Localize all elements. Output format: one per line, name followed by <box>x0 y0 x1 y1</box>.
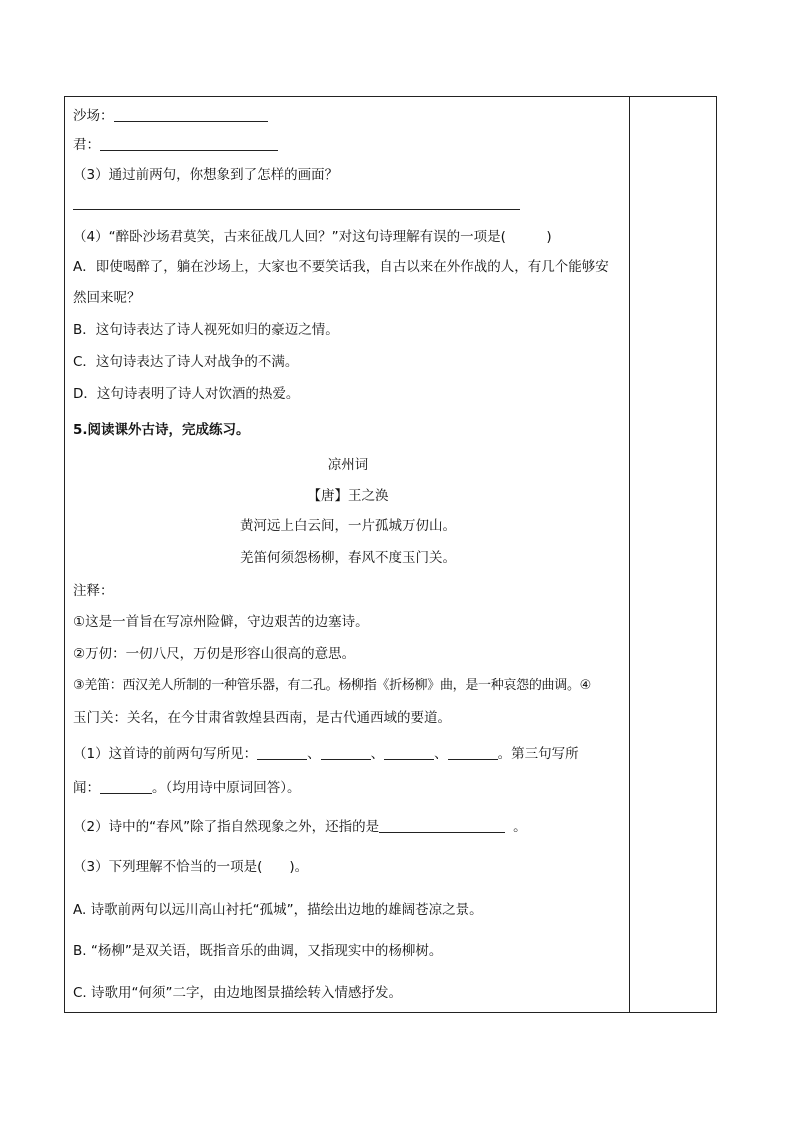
part-2-blank[interactable] <box>379 818 505 833</box>
note-1: ①这是一首旨在写凉州险僻，守边艰苦的边塞诗。 <box>73 614 369 630</box>
notes-label: 注释： <box>73 583 114 599</box>
part-3-option-c: C. 诗歌用“何须”二字，由边地图景描绘转入情感抒发。 <box>73 985 402 1001</box>
poem-line-2: 羌笛何须怨杨柳，春风不度玉门关。 <box>240 550 456 566</box>
poem-author: 【唐】王之涣 <box>307 488 389 504</box>
column-divider <box>629 97 630 1012</box>
question-3: （3）通过前两句，你想象到了怎样的画面？ <box>73 167 339 183</box>
question-4-option-a-line2: 然回来呢？ <box>73 290 141 306</box>
jun-answer-blank[interactable] <box>100 136 278 151</box>
part-1-blank-4[interactable] <box>448 745 498 760</box>
part-1-sep-1: 、 <box>307 746 321 762</box>
part-1-suffix: 。第三句写所 <box>497 746 579 762</box>
poem-line-1: 黄河远上白云间，一片孤城万仞山。 <box>240 518 456 534</box>
part-1-sep-3: 、 <box>434 746 448 762</box>
poem-title: 凉州词 <box>327 457 369 473</box>
part-3-option-b: B. “杨柳”是双关语，既指音乐的曲调，又指现实中的杨柳树。 <box>73 943 443 959</box>
question-4-option-b: B．这句诗表达了诗人视死如归的豪迈之情。 <box>73 322 339 338</box>
part-1-sep-2: 、 <box>370 746 385 762</box>
part-1-blank-1[interactable] <box>257 745 307 760</box>
part-2-question <box>73 818 623 836</box>
question-4-option-d: D．这句诗表明了诗人对饮酒的热爱。 <box>73 386 300 402</box>
part-3-question: （3）下列理解不恰当的一项是( )。 <box>73 859 309 875</box>
question-3-answer-blank[interactable] <box>73 195 520 210</box>
note-3-line1: ③羌笛：西汉羌人所制的一种管乐器，有二孔。杨柳指《折杨柳》曲，是一种哀怨的曲调。④ <box>73 678 592 693</box>
part-1-question <box>73 745 623 763</box>
shachang-answer-blank[interactable] <box>114 107 268 122</box>
part-2-suffix: 。 <box>513 819 527 835</box>
question-4: （4）“醉卧沙场君莫笑，古来征战几人回？”对这句诗理解有误的一项是( ) <box>73 229 552 245</box>
shachang-label: 沙场： <box>73 108 114 124</box>
jun-label: 君： <box>73 137 100 153</box>
shachang-row <box>73 107 623 125</box>
part-3-option-a: A. 诗歌前两句以远川高山衬托“孤城”，描绘出边地的雄阔苍凉之景。 <box>73 902 483 918</box>
part-2-prefix: （2）诗中的“春风”除了指自然现象之外，还指的是 <box>73 819 380 835</box>
part-1-blank-2[interactable] <box>321 745 371 760</box>
jun-row <box>73 136 623 154</box>
note-3-line2: 玉门关：关名，在今甘肃省敦煌县西南，是古代通西域的要道。 <box>73 710 451 726</box>
part-1-line2-prefix: 闻： <box>73 780 100 796</box>
question-3-answer-row <box>73 195 623 213</box>
note-2: ②万仞：一仞八尺，万仞是形容山很高的意思。 <box>73 646 356 662</box>
question-4-option-a-line1: A．即使喝醉了，躺在沙场上，大家也不要笑话我，自古以来在外作战的人，有几个能够安 <box>73 259 609 275</box>
part-1-blank-3[interactable] <box>384 745 434 760</box>
part-1-question-line2 <box>73 779 623 797</box>
part-1-blank-5[interactable] <box>100 779 152 794</box>
part-1-prefix: （1）这首诗的前两句写所见： <box>73 746 258 762</box>
question-4-option-c: C．这句诗表达了诗人对战争的不满。 <box>73 354 299 370</box>
part-1-line2-suffix: 。（均用诗中原词回答）。 <box>152 780 301 796</box>
section-5-heading: 5.阅读课外古诗，完成练习。 <box>73 422 250 438</box>
worksheet-table <box>64 96 717 1013</box>
